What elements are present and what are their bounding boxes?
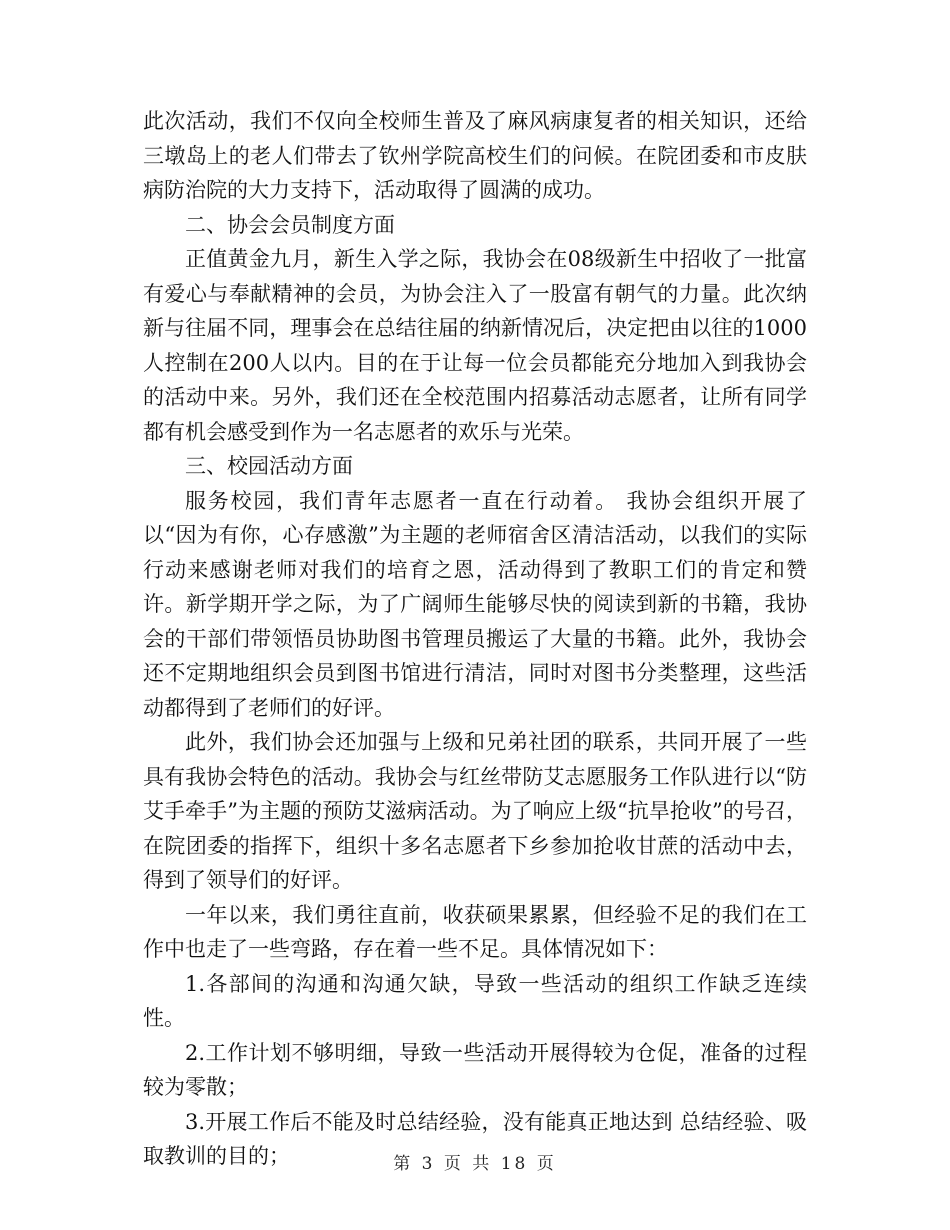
paragraph-activity-summary: 此次活动，我们不仅向全校师生普及了麻风病康复者的相关知识，还给三墩岛上的老人们带去了钦州学院高校生们的问候。在院团委和市皮肤病防治院的大力支持下，活动取得了圆满的成功。 bbox=[143, 109, 807, 202]
list-item-1: 1.各部间的沟通和沟通欠缺，导致一些活动的组织工作缺乏连续性。 bbox=[143, 971, 807, 1030]
list-item-3: 3.开展工作后不能及时总结经验，没有能真正地达到 总结经验、吸取教训的目的； bbox=[143, 1109, 807, 1168]
paragraph-shortcomings-intro: 一年以来，我们勇往直前，收获硕果累累，但经验不足的我们在工作中也走了一些弯路，存在着一些不足。具体情况如下： bbox=[143, 902, 807, 961]
section-heading-campus: 三、校园活动方面 bbox=[185, 454, 353, 478]
paragraph-external-cooperation: 此外，我们协会还加强与上级和兄弟社团的联系，共同开展了一些具有我协会特色的活动。我协会与红丝带防艾志愿服务工作队进行以“防艾手牵手”为主题的预防艾滋病活动。为了响应上级“抗旱抢收”的号召，在院团委的指挥下，组织十多名志愿者下乡参加抢收甘蔗的活动中去，得到了领导们的好评。 bbox=[143, 730, 807, 892]
document-body bbox=[143, 104, 807, 1174]
paragraph-membership: 正值黄金九月，新生入学之际，我协会在08级新生中招收了一批富有爱心与奉献精神的会员，为协会注入了一股富有朝气的力量。此次纳新与往届不同，理事会在总结往届的纳新情况后，决定把由以往的1000人控制在200人以内。目的在于让每一位会员都能充分地加入到我协会的活动中来。另外，我们还在全校范围内招募活动志愿者，让所有同学都有机会感受到作为一名志愿者的欢乐与光荣。 bbox=[143, 247, 807, 444]
section-heading-membership: 二、协会会员制度方面 bbox=[185, 212, 395, 237]
list-item-2: 2.工作计划不够明细，导致一些活动开展得较为仓促，准备的过程较为零散； bbox=[143, 1040, 807, 1099]
page-number-footer: 第 3 页 共 18 页 bbox=[393, 1154, 557, 1174]
paragraph-campus-service: 服务校园，我们青年志愿者一直在行动着。 我协会组织开展了以“因为有你，心存感激”为主题的老师宿舍区清洁活动，以我们的实际行动来感谢老师对我们的培育之恩，活动得到了教职工们的肯定和赞许。新学期开学之际，为了广阔师生能够尽快的阅读到新的书籍，我协会的干部们带领悟员协助图书管理员搬运了大量的书籍。此外，我协会还不定期地组织会员到图书馆进行清洁，同时对图书分类整理，这些活动都得到了老师们的好评。 bbox=[143, 488, 807, 720]
